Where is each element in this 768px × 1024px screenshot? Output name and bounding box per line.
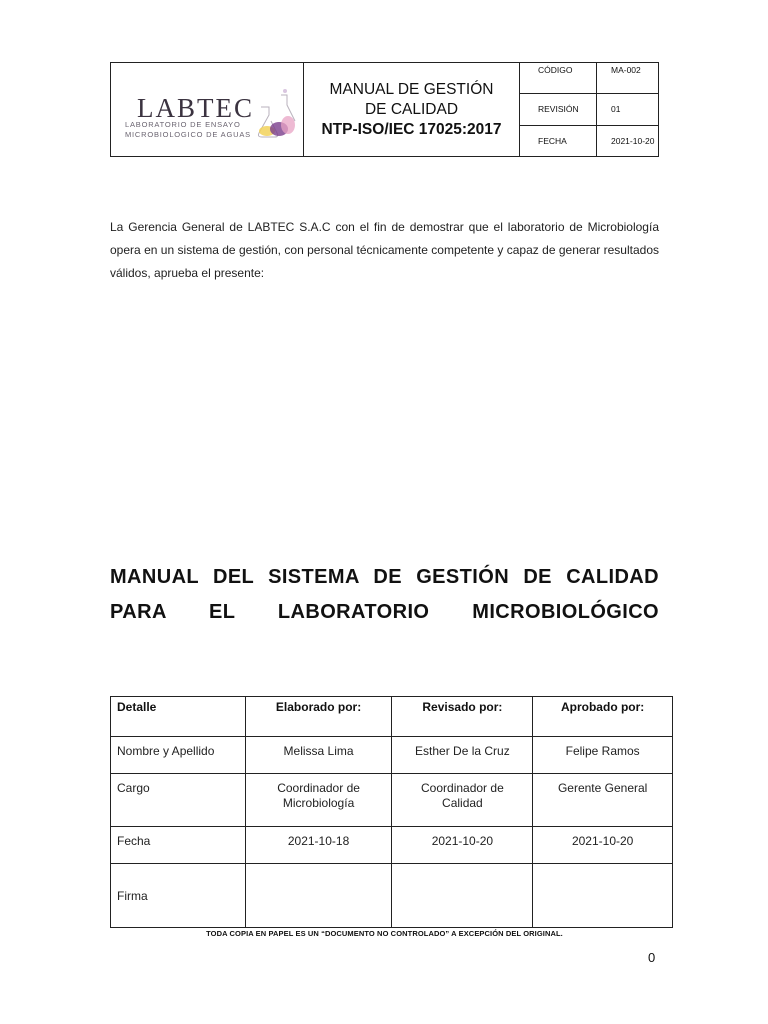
meta-row-date <box>520 126 658 156</box>
signature-cell <box>245 864 392 928</box>
column-header: Elaborado por: <box>245 697 392 737</box>
signature-label: Firma <box>111 864 246 928</box>
footer-note: TODA COPIA EN PAPEL ES UN “DOCUMENTO NO CONTROLADO” A EXCEPCIÓN DEL ORIGINAL. <box>206 929 563 938</box>
table-cell: 2021-10-20 <box>392 827 533 864</box>
table-cell: 2021-10-18 <box>245 827 392 864</box>
table-row <box>111 864 673 928</box>
logo-subtitle-2: MICROBIOLOGICO DE AGUAS <box>125 130 251 139</box>
meta-key: REVISIÓN <box>520 94 597 124</box>
meta-value: 01 <box>611 104 621 115</box>
logo-subtitle-1: LABORATORIO DE ENSAYO <box>125 120 241 129</box>
main-title-line-1: MANUAL DEL SISTEMA DE GESTIÓN DE CALIDAD <box>110 566 659 588</box>
table-row <box>111 774 673 827</box>
main-title-line-2: PARA EL LABORATORIO MICROBIOLÓGICO <box>110 601 659 623</box>
signature-cell <box>533 864 673 928</box>
meta-value: MA-002 <box>611 65 641 75</box>
table-cell: Felipe Ramos <box>533 737 673 774</box>
document-header-table <box>110 62 659 157</box>
intro-paragraph: La Gerencia General de LABTEC S.A.C con el fin de demostrar que el laboratorio de Microbiología opera en un sistema de gestión, con personal técnicamente competente y capaz de generar resultados válidos, aprueba el presente: <box>110 220 659 280</box>
table-header-row <box>111 697 673 737</box>
table-cell: Coordinador de Microbiología <box>245 774 392 827</box>
table-cell: Melissa Lima <box>245 737 392 774</box>
approval-table <box>110 696 673 928</box>
table-row <box>111 827 673 864</box>
meta-value: 2021-10-20 <box>611 135 655 146</box>
meta-key: FECHA <box>520 126 597 156</box>
meta-key: CÓDIGO <box>520 63 597 93</box>
header-title-line-1: MANUAL DE GESTIÓN <box>329 80 494 98</box>
table-cell: Nombre y Apellido <box>111 737 246 774</box>
header-title-line-2: DE CALIDAD <box>364 100 459 118</box>
table-row <box>111 737 673 774</box>
meta-row-revision <box>520 94 658 125</box>
header-title-cell <box>304 63 520 156</box>
table-cell: Fecha <box>111 827 246 864</box>
page-number: 0 <box>648 950 656 965</box>
table-cell: 2021-10-20 <box>533 827 673 864</box>
header-meta <box>520 63 658 156</box>
column-header: Aprobado por: <box>533 697 673 737</box>
table-cell: Esther De la Cruz <box>392 737 533 774</box>
logo-wordmark: LABTEC <box>137 93 254 123</box>
column-header: Detalle <box>111 697 246 737</box>
header-title-line-3: NTP-ISO/IEC 17025:2017 <box>321 120 502 138</box>
signature-cell <box>392 864 533 928</box>
table-cell: Gerente General <box>533 774 673 827</box>
logo-cell <box>111 63 304 156</box>
meta-row-code <box>520 63 658 94</box>
table-cell: Cargo <box>111 774 246 827</box>
table-cell: Coordinador de Calidad <box>392 774 533 827</box>
column-header: Revisado por: <box>392 697 533 737</box>
flask-logo-icon <box>255 87 299 141</box>
